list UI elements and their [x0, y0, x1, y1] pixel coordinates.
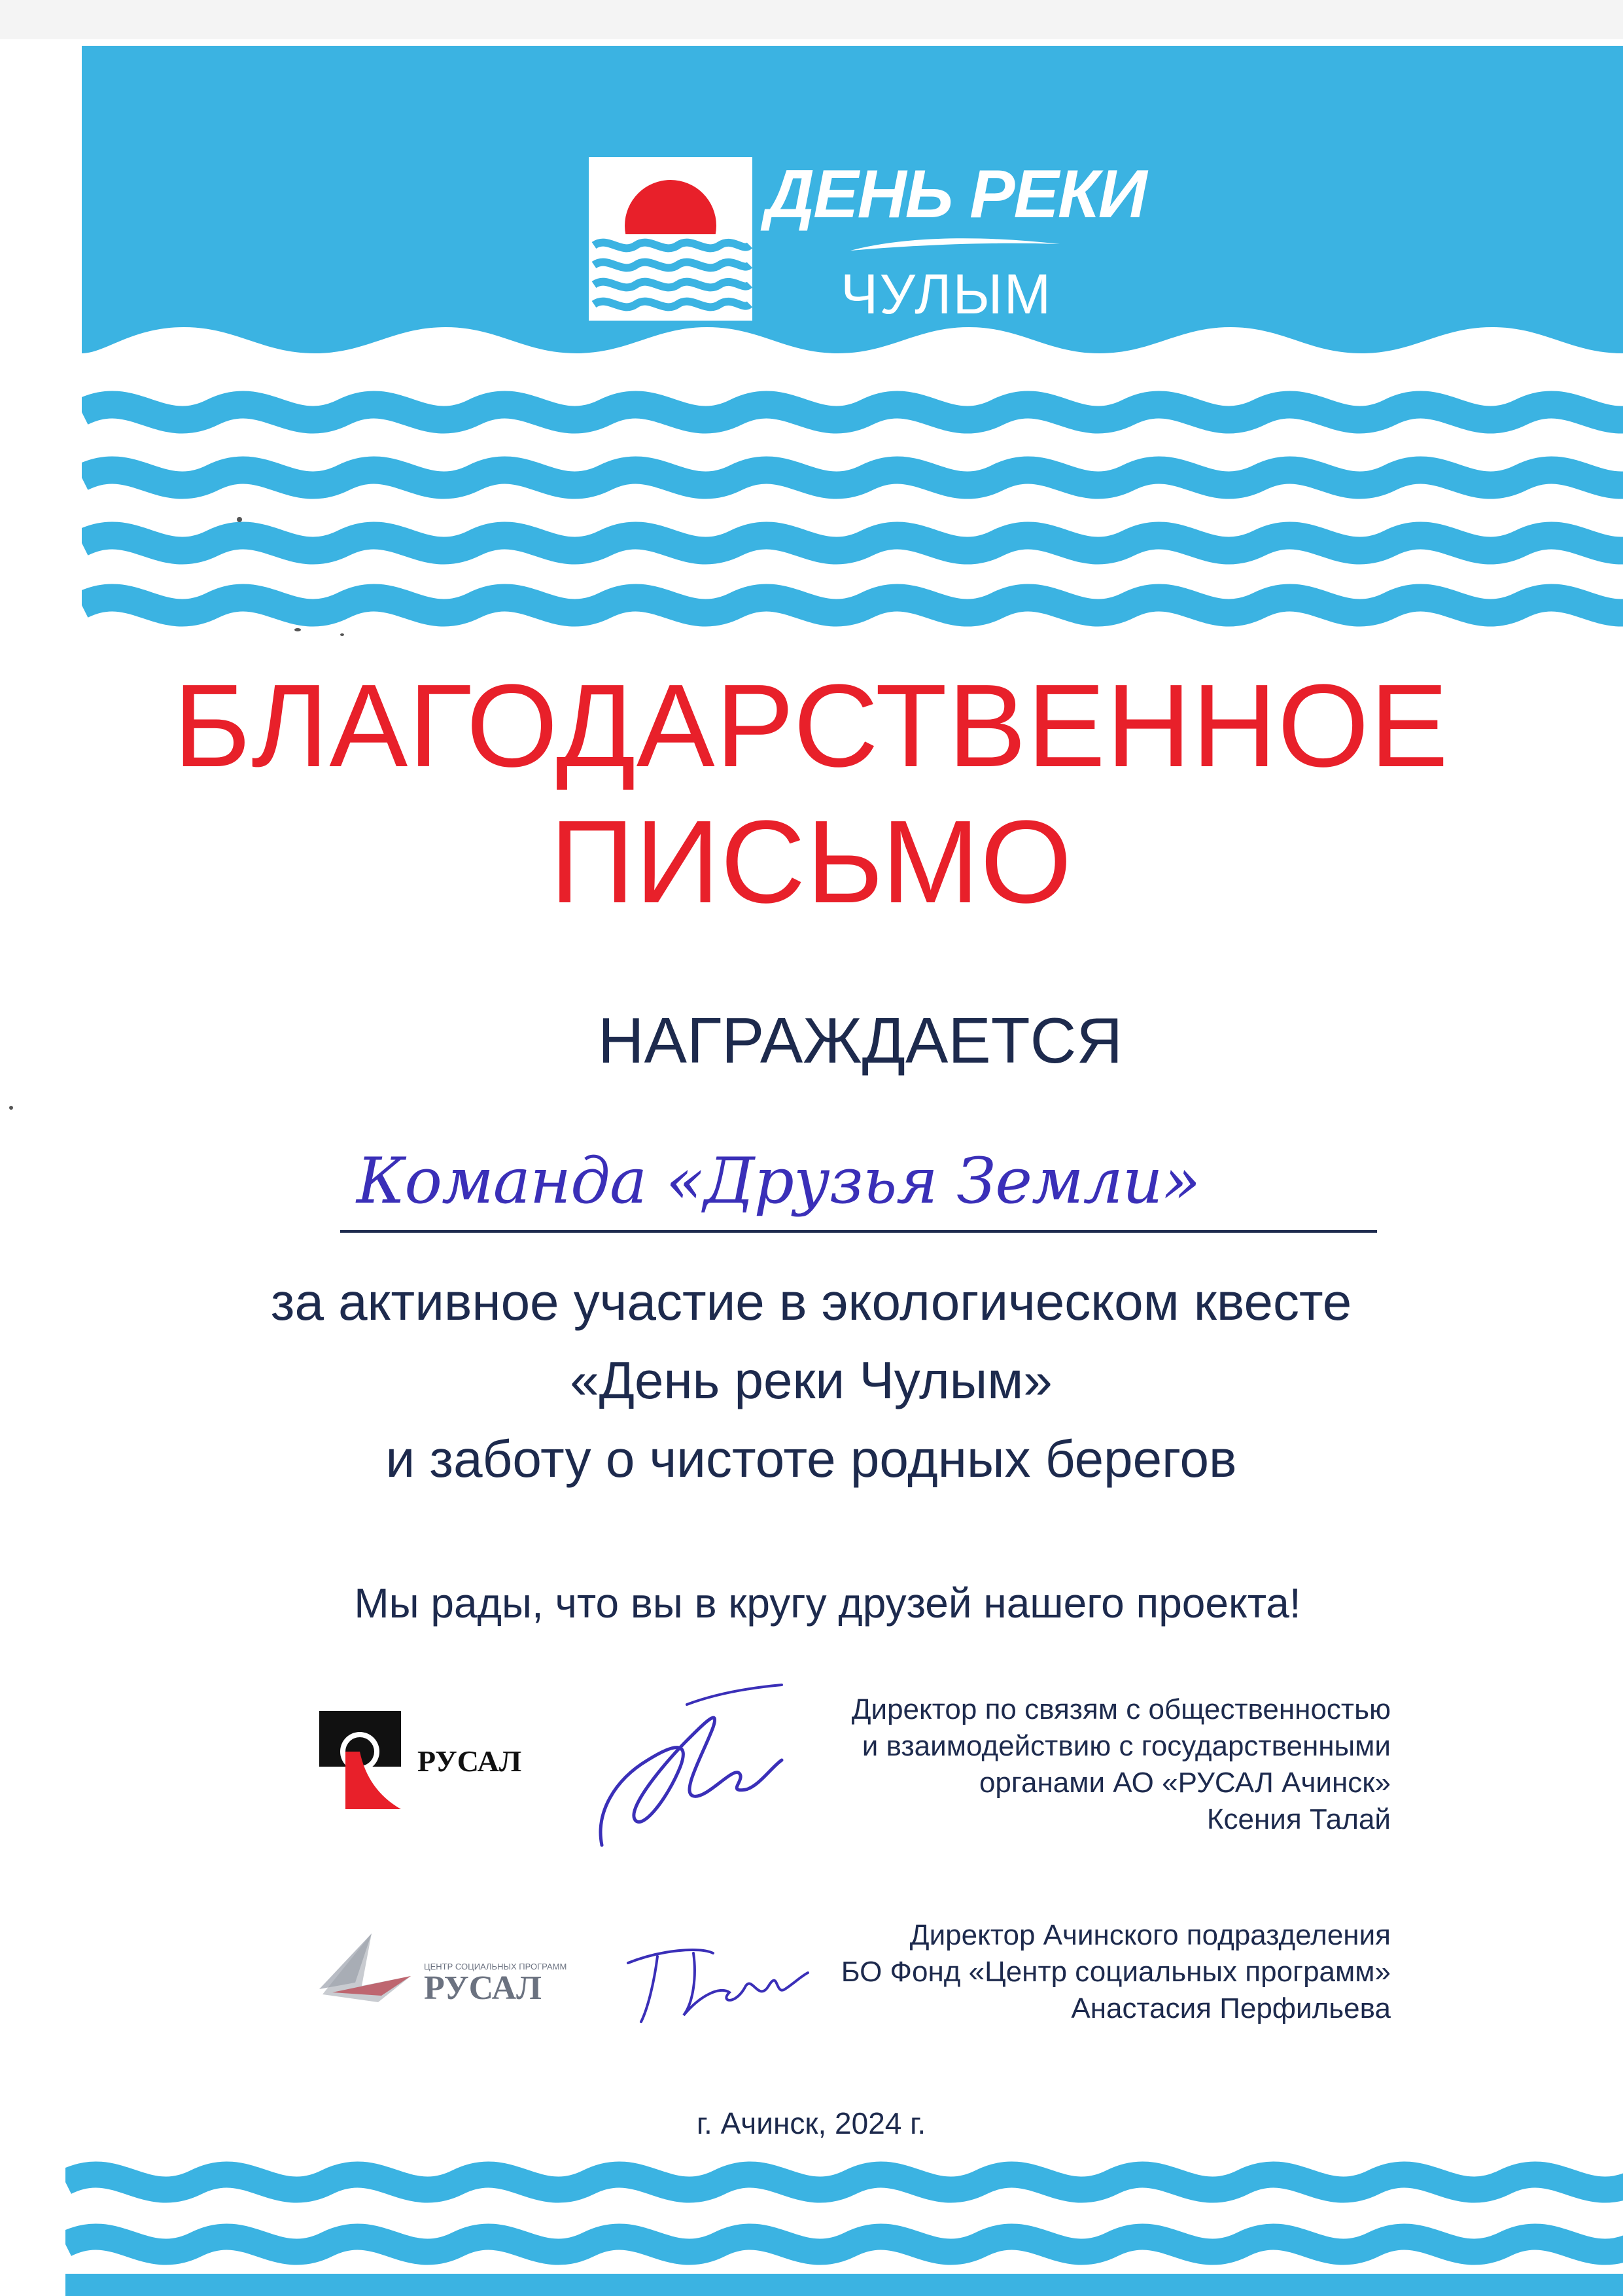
signatory-2-name: Анастасия Перфильева: [1071, 1992, 1391, 2024]
river-day-logo-icon: [589, 157, 752, 321]
rusal-social-programs-logo-icon: [319, 1930, 581, 2015]
scan-speck: [294, 628, 301, 631]
recipient-handwritten: Команда «Друзья Земли»: [357, 1144, 1200, 1218]
top-wave-band: [82, 46, 1623, 635]
title-line-2: ПИСЬМО: [550, 796, 1073, 928]
title-line-1: БЛАГОДАРСТВЕННОЕ: [173, 660, 1449, 792]
signatory-1-block: [737, 1691, 1391, 1838]
signatory-2-line: БО Фонд «Центр социальных программ»: [841, 1956, 1391, 1988]
signatory-1-line: органами АО «РУСАЛ Ачинск»: [979, 1767, 1391, 1799]
wave-stripe: [82, 597, 1623, 612]
rusal-logo-2-text: РУСАЛ: [424, 1969, 542, 2007]
logo-swoosh: [847, 232, 1063, 258]
logo-subtitle: ЧУЛЫМ: [841, 263, 1053, 326]
friends-message: Мы рады, что вы в кругу друзей нашего проекта!: [354, 1580, 1301, 1627]
recipient-underline: [340, 1230, 1377, 1233]
signatory-1-line: и взаимодействию с государственными: [862, 1730, 1391, 1762]
awarded-label: НАГРАЖДАЕТСЯ: [597, 1004, 1123, 1076]
scan-speck: [237, 517, 242, 522]
rusal-caption-text: ЦЕНТР СОЦИАЛЬНЫХ ПРОГРАММ: [424, 1962, 567, 1971]
rusal-logo-text: РУСАЛ: [417, 1744, 522, 1778]
bottom-wave-band: [65, 2153, 1623, 2296]
wave-stripe: [82, 470, 1623, 485]
wave-stripe: [82, 404, 1623, 419]
signatory-2-line: Директор Ачинского подразделения: [909, 1919, 1391, 1951]
signatory-1-line: Директор по связям с общественностью: [851, 1693, 1391, 1725]
wave-stripe: [65, 2236, 1623, 2252]
wave-stripe: [82, 535, 1623, 550]
wave-stripe: [65, 2174, 1623, 2189]
reason-line-2: «День реки Чулым»: [570, 1351, 1053, 1409]
reason-line-1: за активное участие в экологическом квесте: [270, 1273, 1352, 1331]
rusal-logo-icon: [319, 1711, 529, 1809]
scan-speck: [9, 1106, 13, 1110]
scan-edge: [0, 0, 1623, 39]
signatory-1-name: Ксения Талай: [1206, 1803, 1391, 1835]
place-date: г. Ачинск, 2024 г.: [696, 2106, 926, 2140]
scan-speck: [340, 633, 344, 636]
reason-line-3: и заботу о чистоте родных берегов: [385, 1430, 1237, 1488]
logo-title: ДЕНЬ РЕКИ: [765, 156, 1146, 232]
signatory-2-block: [737, 1917, 1391, 2027]
